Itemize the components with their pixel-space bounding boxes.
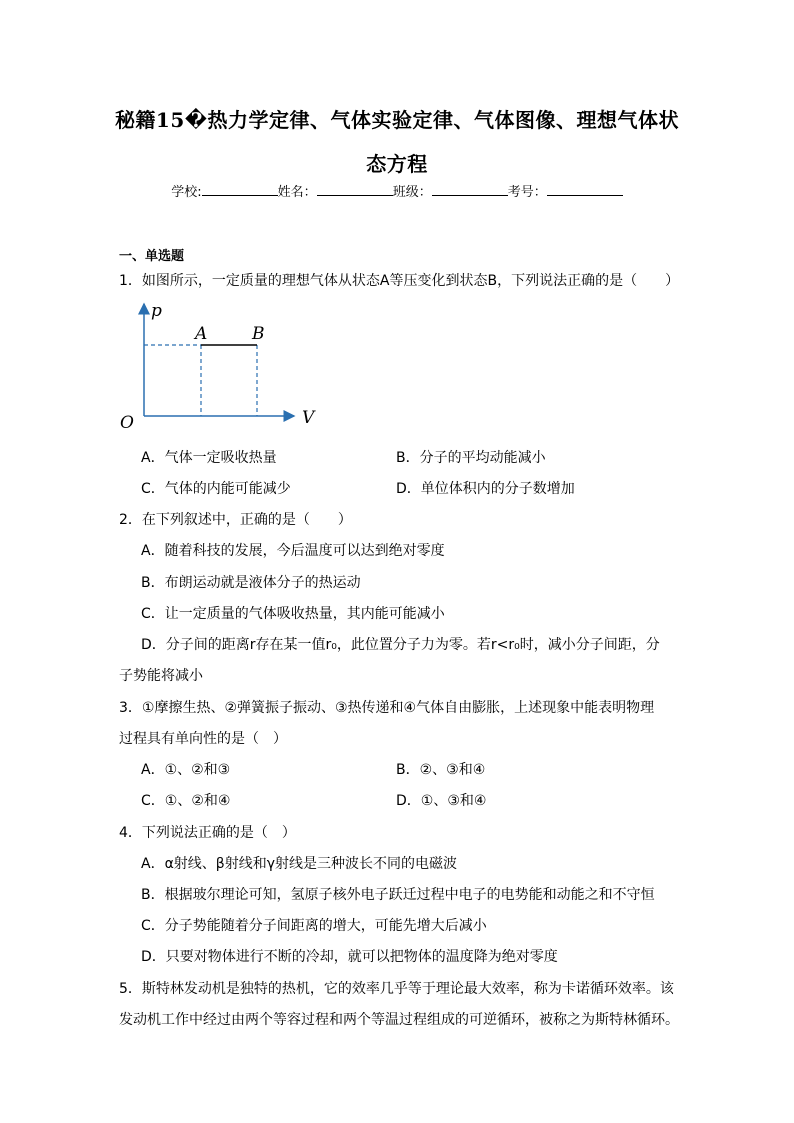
question-3-stem-line-1: 3．①摩擦生热、②弹簧振子振动、③热传递和④气体自由膨胀，上述现象中能表明物理 [119,700,655,716]
page-title-line-2: 态方程 [366,152,428,176]
question-2-option-c[interactable]: C．让一定质量的气体吸收热量，其内能可能减小 [141,606,445,622]
x-axis-label: V [302,408,315,428]
question-1-option-b[interactable]: B．分子的平均动能减小 [396,450,546,466]
question-4-option-c[interactable]: C．分子势能随着分子间距离的增大，可能先增大后减小 [141,918,487,934]
question-1-option-d[interactable]: D．单位体积内的分子数增加 [396,481,575,497]
question-1-stem: 1．如图所示，一定质量的理想气体从状态A等压变化到状态B，下列说法正确的是（ ） [119,273,680,289]
question-4-stem: 4．下列说法正确的是（ ） [119,825,296,841]
pv-diagram [116,298,326,432]
name-blank[interactable] [317,183,393,196]
question-3-option-a[interactable]: A．①、②和③ [141,762,231,778]
question-2-option-d[interactable]: D．分子间的距离r存在某一值r₀，此位置分子力为零。若r<r₀时，减小分子间距，分 [141,637,660,653]
origin-label: O [120,413,134,432]
question-3-option-b[interactable]: B．②、③和④ [396,762,486,778]
question-1-option-c[interactable]: C．气体的内能可能减少 [141,481,291,497]
section-title: 一、单选题 [119,249,185,264]
question-4-option-d[interactable]: D．只要对物体进行不断的冷却，就可以把物体的温度降为绝对零度 [141,949,558,965]
question-4-option-a[interactable]: A．α射线、β射线和γ射线是三种波长不同的电磁波 [141,856,458,872]
question-2-option-b[interactable]: B．布朗运动就是液体分子的热运动 [141,575,361,591]
name-label: 姓名： [277,185,317,200]
question-3-stem-line-2: 过程具有单向性的是（ ） [119,731,287,747]
question-5-stem-line-1: 5．斯特林发动机是独特的热机，它的效率几乎等于理论最大效率，称为卡诺循环效率。该 [119,981,674,997]
question-3-option-c[interactable]: C．①、②和④ [141,793,231,809]
question-4-option-b[interactable]: B．根据玻尔理论可知，氢原子核外电子跃迁过程中电子的电势能和动能之和不守恒 [141,887,655,903]
question-2-option-d-continued: 子势能将减小 [119,668,203,684]
page-title-line-1: 秘籍15�热力学定律、气体实验定律、气体图像、理想气体状 [114,108,680,132]
question-2-option-a[interactable]: A．随着科技的发展，今后温度可以达到绝对零度 [141,543,445,559]
class-blank[interactable] [432,183,508,196]
question-2-stem: 2．在下列叙述中，正确的是（ ） [119,512,352,528]
question-1-option-a[interactable]: A．气体一定吸收热量 [141,450,277,466]
school-blank[interactable] [202,183,278,196]
school-label: 学校: [171,185,202,200]
question-3-option-d[interactable]: D．①、③和④ [396,793,487,809]
question-5-stem-line-2: 发动机工作中经过由两个等容过程和两个等温过程组成的可逆循环，被称之为斯特林循环。 [119,1012,679,1028]
exam-number-blank[interactable] [547,183,623,196]
student-info-row [0,181,794,200]
exam-number-label: 考号： [507,185,547,200]
y-axis-label: p [151,301,162,321]
point-a-label: A [195,324,208,344]
class-label: 班级： [392,185,432,200]
point-b-label: B [252,324,265,344]
